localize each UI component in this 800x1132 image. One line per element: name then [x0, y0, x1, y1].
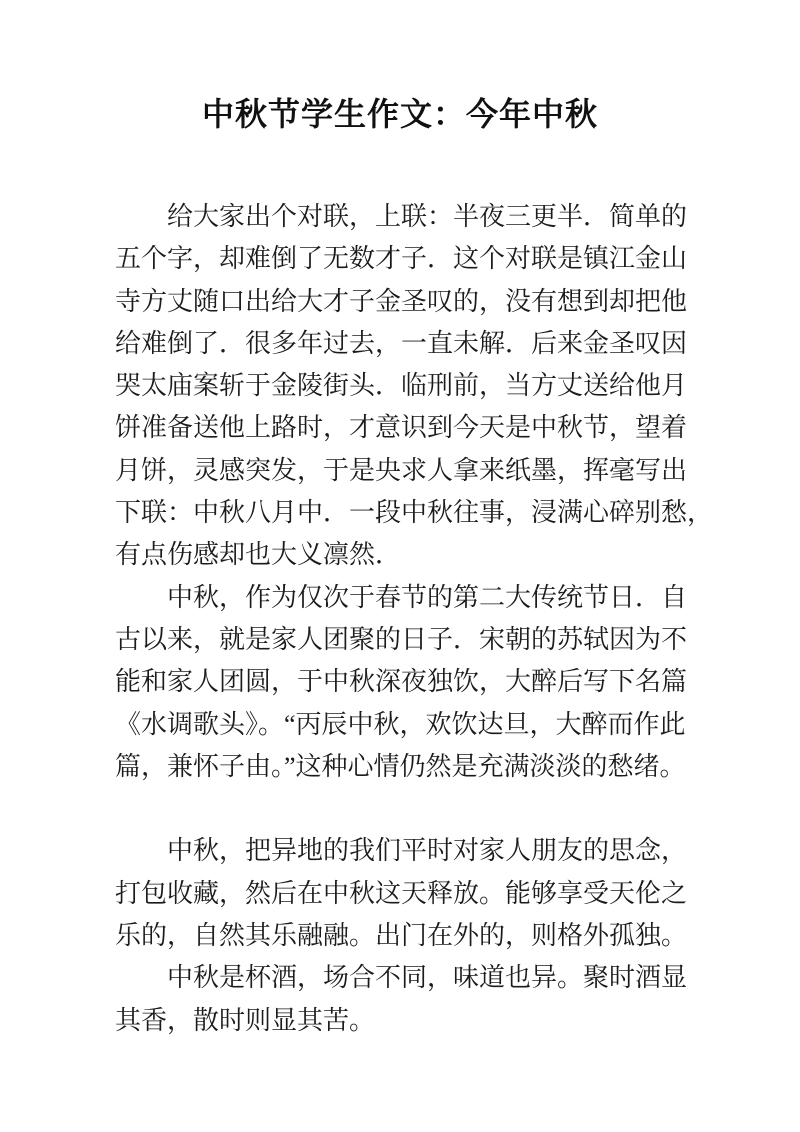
- text-line: 能和家人团圆，于中秋深夜独饮，大醉后写下名篇: [115, 667, 688, 697]
- text-line: 中秋是杯酒，场合不同，味道也异。聚时酒显: [167, 963, 688, 993]
- text-line: 其香，散时则显其苦。: [115, 1005, 376, 1035]
- text-line: 中秋，把异地的我们平时对家人朋友的思念，: [167, 836, 688, 866]
- document-title: 中秋节学生作文：今年中秋: [201, 96, 598, 132]
- essay-body: [115, 196, 714, 1042]
- paragraph: [115, 957, 687, 1042]
- text-line: 给难倒了．很多年过去，一直未解．后来金圣叹因: [115, 328, 688, 358]
- paragraph: [115, 830, 687, 957]
- text-line: 古以来，就是家人团聚的日子．宋朝的苏轼因为不: [115, 624, 688, 654]
- text-line: 篇，兼怀子由。”这种心情仍然是充满淡淡的愁绪。: [115, 751, 686, 781]
- paragraph: [115, 577, 687, 788]
- text-line: 饼准备送他上路时，才意识到今天是中秋节，望着: [115, 413, 688, 443]
- text-line: 五个字，却难倒了无数才子．这个对联是镇江金山: [115, 244, 688, 274]
- text-line: 下联：中秋八月中．一段中秋往事，浸满心碎别愁，: [115, 498, 714, 528]
- text-line: 乐的，自然其乐融融。出门在外的，则格外孤独。: [115, 921, 688, 951]
- text-line: 寺方丈随口出给大才子金圣叹的，没有想到却把他: [115, 286, 688, 316]
- text-line: 《水调歌头》。“丙辰中秋，欢饮达旦，大醉而作此: [115, 709, 686, 739]
- text-line: 给大家出个对联，上联：半夜三更半．简单的: [167, 202, 688, 231]
- text-line: 月饼，灵感突发，于是央求人拿来纸墨，挥毫写出: [115, 455, 688, 485]
- text-line: 哭太庙案斩于金陵街头．临刑前，当方丈送给他月: [115, 371, 688, 401]
- paragraph: [115, 196, 714, 577]
- text-line: 有点伤感却也大义凛然．: [115, 540, 402, 570]
- text-line: 中秋，作为仅次于春节的第二大传统节日．自: [167, 582, 688, 612]
- text-line: 打包收藏，然后在中秋这天释放。能够享受天伦之: [115, 878, 688, 908]
